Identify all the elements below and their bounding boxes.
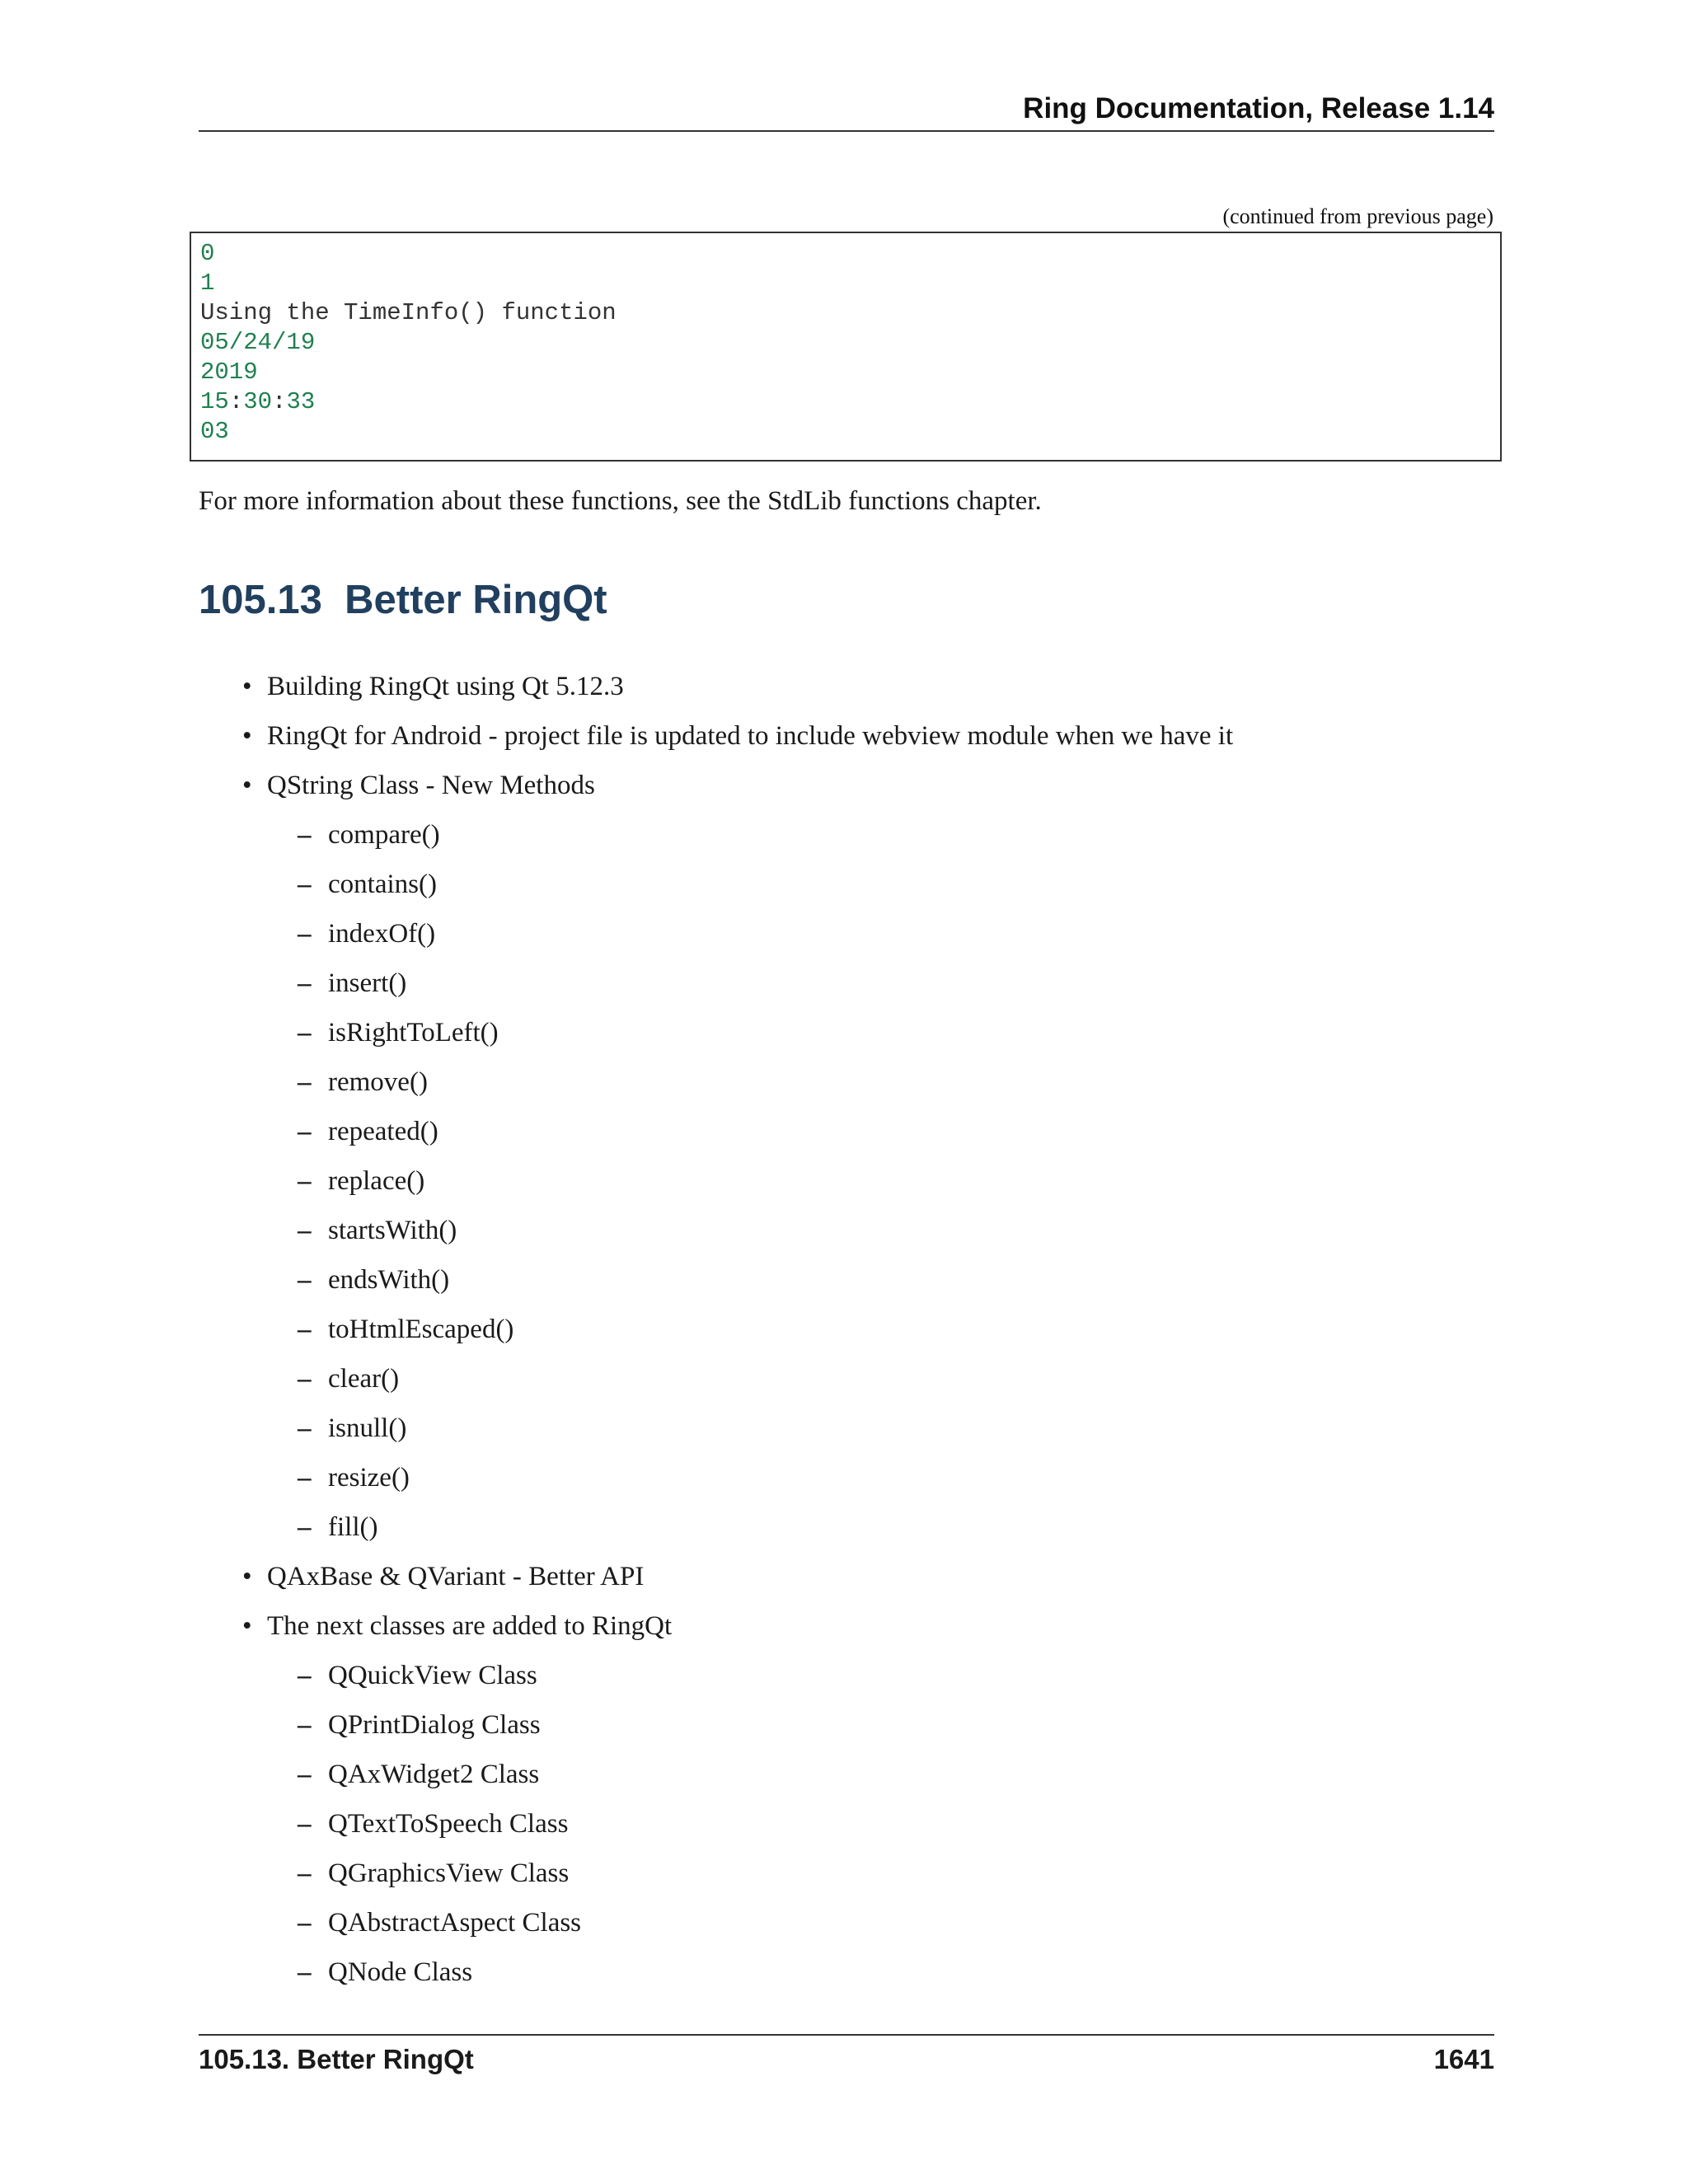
list-item-text: QTextToSpeech Class xyxy=(328,1809,569,1839)
code-line: 03 xyxy=(200,418,229,445)
dash-icon: – xyxy=(298,1265,312,1295)
sub-list-item xyxy=(298,1908,582,1938)
sub-list-item xyxy=(298,1216,457,1246)
list-item-text: repeated() xyxy=(328,1117,438,1146)
sub-list-item xyxy=(298,1364,400,1394)
list-item-text: QNode Class xyxy=(328,1957,473,1987)
section-number: 105.13 xyxy=(199,578,322,622)
code-line: 2019 xyxy=(200,359,258,386)
dash-icon: – xyxy=(298,1512,312,1542)
code-line: 05/24/19 xyxy=(200,329,316,356)
body-paragraph: For more information about these functions, see the StdLib functions chapter. xyxy=(199,486,1042,516)
running-header-title: Ring Documentation, Release 1.14 xyxy=(1023,92,1494,124)
sub-list-item xyxy=(298,1463,410,1493)
list-item-text: compare() xyxy=(328,820,440,850)
list-item xyxy=(242,771,595,801)
sub-list-item xyxy=(298,1315,514,1345)
header-rule xyxy=(199,130,1494,132)
dash-icon: – xyxy=(298,1216,312,1245)
list-item-text: isnull() xyxy=(328,1413,407,1443)
list-item-text: Building RingQt using Qt 5.12.3 xyxy=(267,672,624,701)
dash-icon: – xyxy=(298,1463,312,1493)
dash-icon: – xyxy=(298,820,312,850)
list-item-text: startsWith() xyxy=(328,1216,457,1245)
dash-icon: – xyxy=(298,1067,312,1097)
dash-icon: – xyxy=(298,1661,312,1690)
list-item-text: isRightToLeft() xyxy=(328,1018,499,1047)
section-heading xyxy=(199,577,607,623)
section-title-text: Better RingQt xyxy=(345,578,607,622)
dash-icon: – xyxy=(298,968,312,998)
list-item-text: QGraphicsView Class xyxy=(328,1858,570,1888)
list-item-text: QAbstractAspect Class xyxy=(328,1908,582,1938)
sub-list-item xyxy=(298,1809,569,1840)
sub-list-item xyxy=(298,1166,425,1197)
sub-list-item xyxy=(298,1067,428,1098)
dash-icon: – xyxy=(298,919,312,949)
list-item xyxy=(242,672,624,702)
list-item-text: endsWith() xyxy=(328,1265,450,1295)
list-item-text: fill() xyxy=(328,1512,378,1542)
sub-list-item xyxy=(298,1760,540,1790)
code-token: : xyxy=(272,388,287,415)
list-item-text: QString Class - New Methods xyxy=(267,771,595,800)
bullet-icon: • xyxy=(242,771,252,800)
bullet-icon: • xyxy=(242,721,252,751)
list-item-text: insert() xyxy=(328,968,407,998)
list-item-text: replace() xyxy=(328,1166,425,1196)
sub-list-item xyxy=(298,1117,438,1147)
code-block xyxy=(190,232,1502,462)
list-item-text: contains() xyxy=(328,869,437,899)
footer-rule xyxy=(199,2034,1494,2036)
sub-list-item xyxy=(298,1858,570,1889)
code-token: 15 xyxy=(200,388,229,415)
sub-list-item xyxy=(298,869,437,900)
code-token: : xyxy=(228,388,244,415)
dash-icon: – xyxy=(298,1364,312,1394)
list-item-text: The next classes are added to RingQt xyxy=(267,1611,673,1641)
list-item-text: indexOf() xyxy=(328,919,436,949)
dash-icon: – xyxy=(298,1117,312,1146)
list-item-text: toHtmlEscaped() xyxy=(328,1315,514,1344)
list-item-text: QAxBase & QVariant - Better API xyxy=(267,1562,645,1591)
list-item-text: RingQt for Android - project file is updated to include webview module when we have it xyxy=(267,721,1234,751)
dash-icon: – xyxy=(298,1710,312,1740)
sub-list-item xyxy=(298,1413,407,1444)
code-token: 30 xyxy=(243,388,273,415)
dash-icon: – xyxy=(298,1809,312,1839)
sub-list-item xyxy=(298,968,407,999)
sub-list-item xyxy=(298,1661,537,1691)
bullet-icon: • xyxy=(242,672,252,701)
sub-list-item xyxy=(298,1018,499,1048)
bullet-icon: • xyxy=(242,1611,252,1641)
list-item xyxy=(242,1562,645,1592)
list-item-text: QAxWidget2 Class xyxy=(328,1760,540,1789)
sub-list-item xyxy=(298,1710,541,1741)
dash-icon: – xyxy=(298,1858,312,1888)
list-item xyxy=(242,721,1234,752)
dash-icon: – xyxy=(298,1166,312,1196)
dash-icon: – xyxy=(298,1413,312,1443)
code-line xyxy=(200,388,315,415)
sub-list-item xyxy=(298,919,436,949)
dash-icon: – xyxy=(298,1018,312,1047)
dash-icon: – xyxy=(298,1908,312,1938)
list-item xyxy=(242,1611,673,1642)
bullet-icon: • xyxy=(242,1562,252,1591)
dash-icon: – xyxy=(298,1315,312,1344)
code-line: 1 xyxy=(200,269,215,297)
code-token: 33 xyxy=(286,388,316,415)
sub-list-item xyxy=(298,820,440,851)
list-item-text: resize() xyxy=(328,1463,410,1493)
dash-icon: – xyxy=(298,1760,312,1789)
sub-list-item xyxy=(298,1957,473,1988)
code-line: 0 xyxy=(200,240,215,267)
dash-icon: – xyxy=(298,1957,312,1987)
list-item-text: remove() xyxy=(328,1067,428,1097)
sub-list-item xyxy=(298,1512,378,1543)
sub-list-item xyxy=(298,1265,450,1296)
list-item-text: clear() xyxy=(328,1364,400,1394)
dash-icon: – xyxy=(298,869,312,899)
list-item-text: QQuickView Class xyxy=(328,1661,537,1690)
list-item-text: QPrintDialog Class xyxy=(328,1710,541,1740)
code-line: Using the TimeInfo() function xyxy=(200,299,617,326)
page-number: 1641 xyxy=(1433,2044,1494,2074)
continued-note: (continued from previous page) xyxy=(1222,204,1493,228)
footer-section-label: 105.13. Better RingQt xyxy=(199,2044,474,2074)
